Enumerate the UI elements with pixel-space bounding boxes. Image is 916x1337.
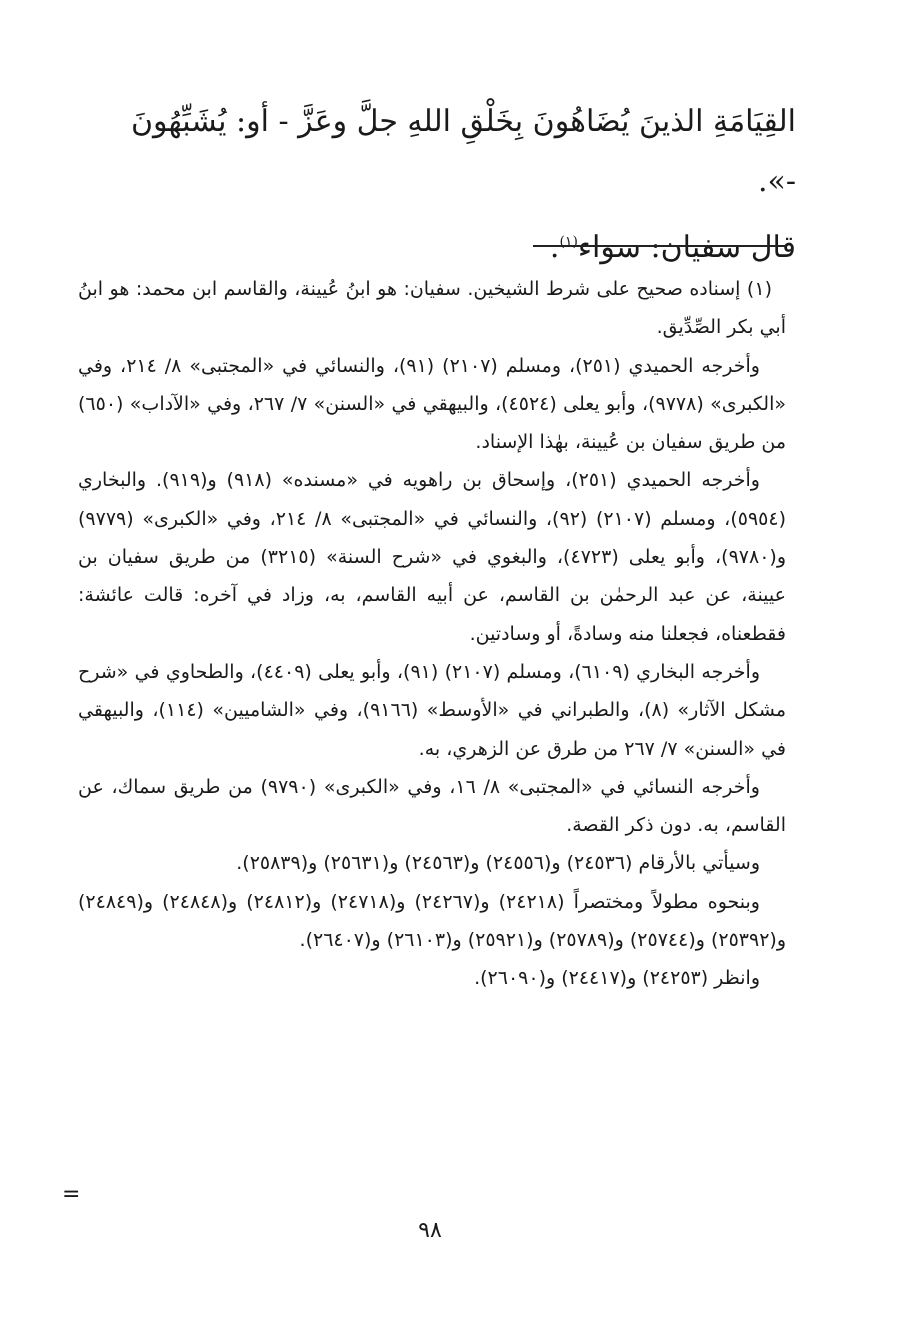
footnote-paragraph: وأخرجه البخاري (٦١٠٩)، ومسلم (٢١٠٧) (٩١)، وأبو يعلى (٤٤٠٩)، والطحاوي في «شرح مشكل الآثار» (٨)، والطبراني في «الأوسط» (٩١٦٦)، وفي «الشاميين» (١١٤)، والبيهقي في «السنن» ٧/ ٢٦٧ من طرق عن الزهري، به. <box>78 660 786 760</box>
footnote-reference[interactable]: (١) <box>559 234 578 250</box>
footnote-paragraph: وأخرجه النسائي في «المجتبى» ٨/ ١٦، وفي «الكبرى» (٩٧٩٠) من طريق سماك، عن القاسم، به. دون ذكر القصة. <box>78 775 786 837</box>
page-number: ٩٨ <box>418 1218 442 1243</box>
continuation-mark: = <box>62 1182 81 1207</box>
main-text-line-2-body: قال سفيان: سواء <box>577 230 796 265</box>
footnote-paragraph: وبنحوه مطولاً ومختصراً (٢٤٢١٨) و(٢٤٢٦٧) و(٢٤٧١٨) و(٢٤٨١٢) و(٢٤٨٤٨) و(٢٤٨٤٩) و(٢٥٣٩٢) و(٢٥٧٤٤) و(٢٥٧٨٩) و(٢٥٩٢١) و(٢٦١٠٣) و(٢٦٤٠٧). <box>78 890 786 952</box>
main-text <box>90 92 796 278</box>
footnote-paragraph: وسيأتي بالأرقام (٢٤٥٣٦) و(٢٤٥٥٦) و(٢٤٥٦٣) و(٢٥٦٣١) و(٢٥٨٣٩). <box>236 852 760 875</box>
footnote-paragraph: وأخرجه الحميدي (٢٥١)، وإسحاق بن راهويه في «مسنده» (٩١٨) و(٩١٩). والبخاري (٥٩٥٤)، ومسلم (٢١٠٧) (٩٢)، والنسائي في «المجتبى» ٨/ ٢١٤، وفي «الكبرى» (٩٧٧٩) و(٩٧٨٠)، وأبو يعلى (٤٧٢٣)، والبغوي في «شرح السنة» (٣٢١٥) من طريق سفيان بن عيينة، عن عبد الرحمٰن بن القاسم، عن أبيه القاسم، به، وزاد في آخره: قالت عائشة: فقطعناه، فجعلنا منه وسادةً، أو وسادتين. <box>78 469 787 645</box>
footnote-paragraph: وانظر (٢٤٢٥٣) و(٢٤٤١٧) و(٢٦٠٩٠). <box>474 967 760 990</box>
footnote-paragraph: (١) إسناده صحيح على شرط الشيخين. سفيان: هو ابنُ عُيينة، والقاسم ابن محمد: هو ابنُ أبي بكر الصِّدِّيق. <box>78 278 786 339</box>
footnote-paragraph: وأخرجه الحميدي (٢٥١)، ومسلم (٢١٠٧) (٩١)، والنسائي في «المجتبى» ٨/ ٢١٤، وفي «الكبرى» (٩٧٧٨)، وأبو يعلى (٤٥٢٤)، والبيهقي في «السنن» ٧/ ٢٦٧، وفي «الآداب» (٦٥٠) من طريق سفيان بن عُيينة، بهٰذا الإسناد. <box>78 354 786 454</box>
main-text-line-1: القِيَامَةِ الذينَ يُضَاهُونَ بِخَلْقِ اللهِ جلَّ وعَزَّ - أو: يُشَبِّهُونَ -». <box>130 104 796 199</box>
footnote-separator <box>533 245 786 247</box>
main-text-line-2-end: . <box>549 230 560 265</box>
footnotes <box>78 270 786 998</box>
